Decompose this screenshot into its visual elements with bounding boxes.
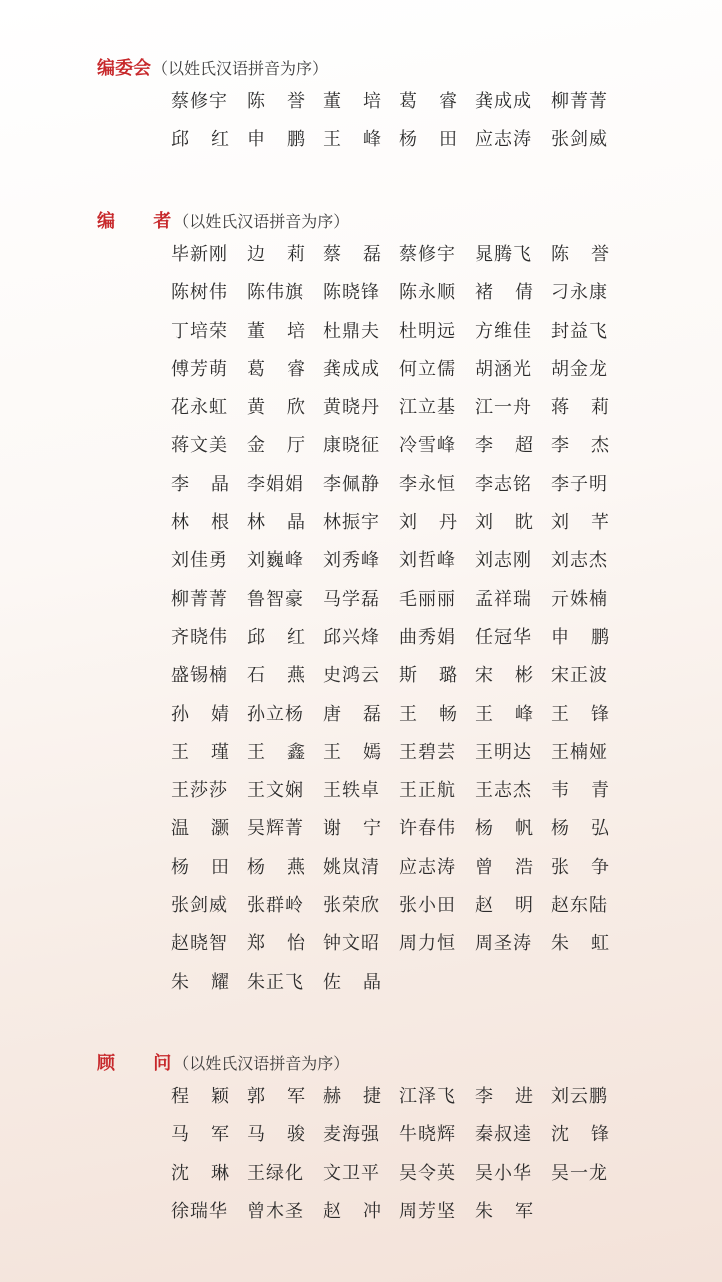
- name-entry: 江泽飞: [399, 1086, 456, 1107]
- section-editorial-board: [97, 57, 657, 160]
- name-entry: 张群岭: [247, 895, 304, 917]
- name-entry: 王 鑫: [247, 741, 305, 763]
- name-entry: 刘志刚: [475, 550, 532, 572]
- name-entry: 林 晶: [247, 512, 305, 534]
- name-entry: 蒋文美: [171, 435, 228, 457]
- name-entry: 杨 田: [171, 856, 229, 878]
- name-entry: 李 超: [475, 435, 533, 457]
- name-entry: 刘志杰: [551, 550, 608, 572]
- name-entry: 任冠华: [475, 626, 532, 648]
- name-entry: 陈晓锋: [323, 282, 380, 304]
- name-entry: 王莎莎: [171, 780, 228, 802]
- name-entry: 刘云鹏: [551, 1086, 608, 1107]
- name-entry: 毕新刚: [171, 244, 228, 265]
- name-entry: 王绿化: [247, 1162, 304, 1184]
- name-entry: 吴辉菁: [247, 818, 304, 840]
- name-entry: 林 根: [171, 512, 229, 534]
- name-entry: 刘秀峰: [323, 550, 380, 572]
- name-entry: 沈 琳: [171, 1162, 229, 1184]
- name-entry: 申 鹏: [551, 626, 609, 648]
- name-entry: 周力恒: [399, 933, 456, 955]
- name-entry: 黄 欣: [247, 397, 305, 419]
- name-entry: 王 瑾: [171, 741, 229, 763]
- name-entry: 傅芳萌: [171, 358, 228, 380]
- section-note: （以姓氏汉语拼音为序）: [152, 59, 329, 78]
- name-entry: 张 争: [551, 856, 609, 878]
- name-entry: 褚 倩: [475, 282, 533, 304]
- name-entry: 龚成成: [475, 91, 532, 112]
- name-grid: [171, 83, 657, 160]
- name-entry: 朱 耀: [171, 971, 229, 993]
- name-entry: 杜明远: [399, 320, 456, 342]
- name-entry: 斯 璐: [399, 665, 457, 687]
- name-entry: 申 鹏: [247, 129, 305, 151]
- name-entry: 郭 军: [247, 1086, 305, 1107]
- name-entry: 林振宇: [323, 512, 380, 534]
- name-entry: 宋正波: [551, 665, 608, 687]
- name-entry: 杜鼎夫: [323, 320, 380, 342]
- name-entry: 齐晓伟: [171, 626, 228, 648]
- name-entry: 刁永康: [551, 282, 608, 304]
- name-entry: 朱 虹: [551, 933, 609, 955]
- name-entry: 杨 燕: [247, 856, 305, 878]
- name-entry: 温 灏: [171, 818, 229, 840]
- name-entry: 江立基: [399, 397, 456, 419]
- name-entry: 何立儒: [399, 358, 456, 380]
- name-entry: 王 峰: [323, 129, 381, 151]
- name-entry: 应志涛: [399, 856, 456, 878]
- name-entry: 杨 田: [399, 129, 457, 151]
- name-entry: 胡金龙: [551, 358, 608, 380]
- section-editors: [97, 210, 657, 1002]
- name-entry: 马 军: [171, 1124, 229, 1146]
- name-entry: 李 进: [475, 1086, 533, 1107]
- name-entry: 许春伟: [399, 818, 456, 840]
- name-entry: 刘 丹: [399, 512, 457, 534]
- name-entry: 张剑威: [171, 895, 228, 917]
- name-entry: 马 骏: [247, 1124, 305, 1146]
- name-entry: 邱 红: [171, 129, 229, 151]
- name-entry: 李 杰: [551, 435, 609, 457]
- section-heading: [97, 57, 657, 81]
- name-entry: 黄晓丹: [323, 397, 380, 419]
- name-entry: 马学磊: [323, 588, 380, 610]
- name-entry: 亓姝楠: [551, 588, 608, 610]
- name-entry: 李 晶: [171, 473, 229, 495]
- section-note: （以姓氏汉语拼音为序）: [173, 1054, 350, 1073]
- name-entry: 陈 誉: [247, 91, 305, 112]
- name-entry: 方维佳: [475, 320, 532, 342]
- name-entry: 赵 冲: [323, 1200, 381, 1222]
- name-entry: 朱正飞: [247, 971, 304, 993]
- name-entry: 唐 磊: [323, 703, 381, 725]
- name-entry: 李佩静: [323, 473, 380, 495]
- name-entry: 李子明: [551, 473, 608, 495]
- name-entry: 宋 彬: [475, 665, 533, 687]
- name-entry: 花永虹: [171, 397, 228, 419]
- name-entry: 蔡修宇: [171, 91, 228, 112]
- name-entry: 康晓征: [323, 435, 380, 457]
- name-entry: 郑 怡: [247, 933, 305, 955]
- name-entry: 孟祥瑞: [475, 588, 532, 610]
- name-entry: 刘巍峰: [247, 550, 304, 572]
- name-entry: 周圣涛: [475, 933, 532, 955]
- name-entry: 王 锋: [551, 703, 609, 725]
- name-entry: 王 嫣: [323, 741, 381, 763]
- name-entry: 陈永顺: [399, 282, 456, 304]
- name-entry: 毛丽丽: [399, 588, 456, 610]
- name-entry: 王轶卓: [323, 780, 380, 802]
- section-advisors: [97, 1052, 657, 1231]
- name-entry: 王楠娅: [551, 741, 608, 763]
- name-entry: 秦叔逵: [475, 1124, 532, 1146]
- name-entry: 文卫平: [323, 1162, 380, 1184]
- section-title: 编 者: [97, 211, 188, 232]
- name-entry: 赵 明: [475, 895, 533, 917]
- name-entry: 孙 婧: [171, 703, 229, 725]
- name-entry: 王正航: [399, 780, 456, 802]
- name-entry: 姚岚清: [323, 856, 380, 878]
- name-entry: 麦海强: [323, 1124, 380, 1146]
- section-title: 顾 问: [97, 1053, 188, 1074]
- name-entry: 王明达: [475, 741, 532, 763]
- name-entry: 王志杰: [475, 780, 532, 802]
- name-entry: 谢 宁: [323, 818, 381, 840]
- name-entry: 蔡修宇: [399, 244, 456, 265]
- name-entry: 柳菁菁: [171, 588, 228, 610]
- name-entry: 张荣欣: [323, 895, 380, 917]
- name-grid: [171, 1078, 657, 1231]
- name-entry: 赵东陆: [551, 895, 608, 917]
- name-entry: 晁腾飞: [475, 244, 532, 265]
- name-entry: 冷雪峰: [399, 435, 456, 457]
- name-entry: 葛 睿: [247, 358, 305, 380]
- name-entry: 佐 晶: [323, 971, 381, 993]
- name-entry: 张小田: [399, 895, 456, 917]
- name-entry: 刘佳勇: [171, 550, 228, 572]
- name-entry: 李志铭: [475, 473, 532, 495]
- section-note: （以姓氏汉语拼音为序）: [173, 212, 350, 231]
- name-entry: 徐瑞华: [171, 1200, 228, 1222]
- name-entry: 王 峰: [475, 703, 533, 725]
- name-entry: 蒋 莉: [551, 397, 609, 419]
- name-entry: 陈伟旗: [247, 282, 304, 304]
- name-entry: 刘 眈: [475, 512, 533, 534]
- name-entry: 朱 军: [475, 1200, 533, 1222]
- name-entry: 石 燕: [247, 665, 305, 687]
- name-entry: 王文娴: [247, 780, 304, 802]
- name-entry: 边 莉: [247, 244, 305, 265]
- name-entry: 张剑威: [551, 129, 608, 151]
- name-entry: 李永恒: [399, 473, 456, 495]
- name-entry: 刘哲峰: [399, 550, 456, 572]
- name-entry: 封益飞: [551, 320, 608, 342]
- name-entry: 刘 芊: [551, 512, 609, 534]
- name-entry: 曲秀娟: [399, 626, 456, 648]
- name-entry: 杨 弘: [551, 818, 609, 840]
- name-entry: 柳菁菁: [551, 91, 608, 112]
- name-entry: 应志涛: [475, 129, 532, 151]
- name-entry: 邱 红: [247, 626, 305, 648]
- name-entry: 江一舟: [475, 397, 532, 419]
- name-entry: 鲁智豪: [247, 588, 304, 610]
- name-entry: 韦 青: [551, 780, 609, 802]
- name-entry: 牛晓辉: [399, 1124, 456, 1146]
- section-heading: [97, 210, 657, 234]
- name-entry: 陈树伟: [171, 282, 228, 304]
- name-entry: 胡涵光: [475, 358, 532, 380]
- section-heading: [97, 1052, 657, 1076]
- name-entry: 吴小华: [475, 1162, 532, 1184]
- name-entry: 吴令英: [399, 1162, 456, 1184]
- name-entry: 曾木圣: [247, 1200, 304, 1222]
- name-entry: 钟文昭: [323, 933, 380, 955]
- name-entry: 赫 捷: [323, 1086, 381, 1107]
- name-entry: 王 畅: [399, 703, 457, 725]
- name-entry: 丁培荣: [171, 320, 228, 342]
- name-entry: 杨 帆: [475, 818, 533, 840]
- name-entry: 盛锡楠: [171, 665, 228, 687]
- name-entry: 李娟娟: [247, 473, 304, 495]
- name-entry: 吴一龙: [551, 1162, 608, 1184]
- name-entry: 董 培: [323, 91, 381, 112]
- name-entry: 董 培: [247, 320, 305, 342]
- name-entry: 曾 浩: [475, 856, 533, 878]
- section-title: 编委会: [97, 58, 151, 79]
- name-entry: 邱兴烽: [323, 626, 380, 648]
- name-entry: 葛 睿: [399, 91, 457, 112]
- name-entry: 史鸿云: [323, 665, 380, 687]
- name-entry: 蔡 磊: [323, 244, 381, 265]
- name-grid: [171, 236, 657, 1002]
- name-entry: 王碧芸: [399, 741, 456, 763]
- name-entry: 程 颖: [171, 1086, 229, 1107]
- name-entry: 龚成成: [323, 358, 380, 380]
- name-entry: 沈 锋: [551, 1124, 609, 1146]
- name-entry: 孙立杨: [247, 703, 304, 725]
- name-entry: 金 厅: [247, 435, 305, 457]
- name-entry: 陈 誉: [551, 244, 609, 265]
- name-entry: 赵晓智: [171, 933, 228, 955]
- name-entry: 周芳坚: [399, 1200, 456, 1222]
